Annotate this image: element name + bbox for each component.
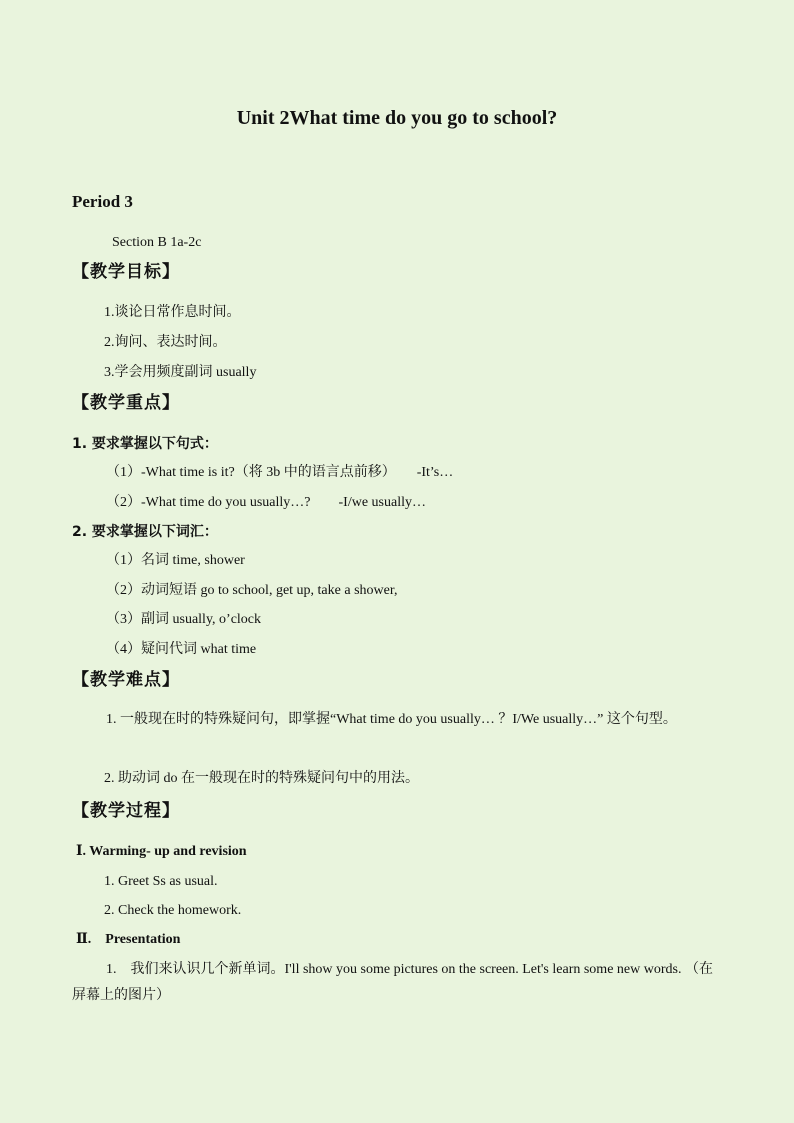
sentence-pattern-item: （1）-What time is it?（将 3b 中的语言点前移） -It’s… xyxy=(106,465,454,480)
process-item: 1. Greet Ss as usual. xyxy=(104,874,218,889)
difficulty-item: 2. 助动词 do 在一般现在时的特殊疑问句中的用法。 xyxy=(104,771,419,786)
document-title: Unit 2What time do you go to school? xyxy=(236,107,558,129)
process-item: 1. 我们来认识几个新单词。I'll show you some pictures on the screen. Let's learn some new words. （在屏幕上的图片） xyxy=(72,962,713,1003)
process-item: 2. Check the homework. xyxy=(104,903,242,918)
key-points-sub2: 2. 要求掌握以下词汇： xyxy=(72,524,218,540)
sentence-pattern-item: （2）-What time do you usually…? -I/we usually… xyxy=(106,495,426,510)
difficulties-heading: 【教学难点】 xyxy=(72,670,180,690)
period-label: Period 3 xyxy=(72,192,133,211)
process-part1-title: Ⅰ. Warming- up and revision xyxy=(76,844,247,859)
goal-item: 1.谈论日常作息时间。 xyxy=(104,305,241,320)
vocab-item: （4）疑问代词 what time xyxy=(106,642,257,657)
section-label: Section B 1a-2c xyxy=(112,235,202,250)
key-points-sub1: 1. 要求掌握以下句式： xyxy=(72,436,218,452)
process-part2-title: Ⅱ. Presentation xyxy=(76,932,181,947)
difficulty-item: 1. 一般现在时的特殊疑问句，即掌握“What time do you usually… ？I/We usually…” 这个句型。 xyxy=(106,712,677,727)
vocab-item: （1）名词 time, shower xyxy=(106,553,245,568)
goals-heading: 【教学目标】 xyxy=(72,262,180,282)
goal-item: 3.学会用频度副词 usually xyxy=(104,365,257,380)
vocab-item: （3）副词 usually, o’clock xyxy=(106,612,262,627)
key-points-heading: 【教学重点】 xyxy=(72,393,180,413)
goal-item: 2.询问、表达时间。 xyxy=(104,335,227,350)
process-heading: 【教学过程】 xyxy=(72,801,180,821)
vocab-item: （2）动词短语 go to school, get up, take a shower, xyxy=(106,583,398,598)
